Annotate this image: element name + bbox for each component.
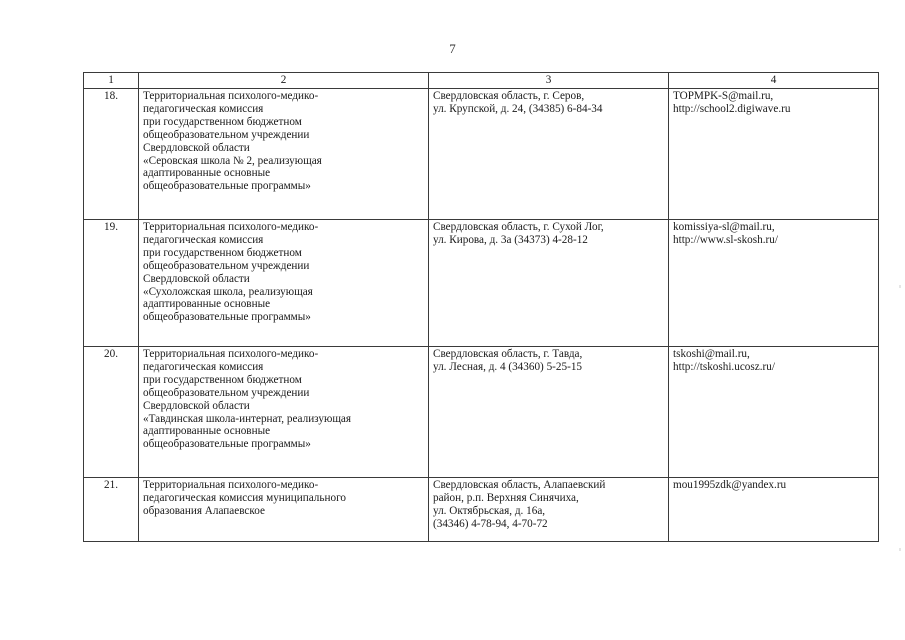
commission-name-line: Свердловской области	[143, 399, 250, 412]
contacts-cell	[669, 89, 879, 220]
commission-name-line: общеобразовательные программы»	[143, 180, 311, 193]
commission-name-cell	[139, 220, 429, 347]
table-row	[84, 220, 879, 347]
commission-name-line: «Тавдинская школа-интернат, реализующая	[143, 412, 352, 425]
table-header-row	[84, 73, 879, 89]
commission-name-line: адаптированные основные	[143, 298, 271, 311]
row-number: 20.	[84, 347, 139, 478]
commission-name-line: педагогическая комиссия	[143, 233, 264, 246]
commission-name-cell	[139, 347, 429, 478]
commission-name-line: общеобразовательные программы»	[143, 311, 311, 324]
column-header: 3	[429, 73, 669, 89]
table-row	[84, 347, 879, 478]
commission-name-cell	[139, 89, 429, 220]
address-line: ул. Лесная, д. 4 (34360) 5-25-15	[433, 360, 583, 373]
address-line: Свердловская область, г. Тавда,	[433, 348, 583, 360]
address-line: Свердловская область, г. Сухой Лог,	[433, 221, 604, 233]
contacts-cell	[669, 347, 879, 478]
address-cell	[429, 478, 669, 542]
address-line: ул. Крупской, д. 24, (34385) 6-84-34	[433, 102, 603, 115]
column-header: 4	[669, 73, 879, 89]
address-line: район, р.п. Верхняя Синячиха,	[433, 491, 579, 504]
contacts-cell	[669, 478, 879, 542]
commission-name-line: Территориальная психолого-медико-	[143, 348, 319, 360]
website-link[interactable]: http://www.sl-skosh.ru/	[673, 233, 778, 246]
website-link[interactable]: http://school2.digiwave.ru	[673, 102, 791, 115]
commission-name-line: Территориальная психолого-медико-	[143, 479, 319, 491]
column-header: 1	[84, 73, 139, 89]
commission-name-line: Территориальная психолого-медико-	[143, 90, 319, 102]
address-cell	[429, 89, 669, 220]
commission-name-line: педагогическая комиссия муниципального	[143, 491, 346, 504]
table-row	[84, 478, 879, 542]
address-cell	[429, 347, 669, 478]
commission-name-line: Территориальная психолого-медико-	[143, 221, 319, 233]
address-line: Свердловская область, г. Серов,	[433, 90, 585, 102]
email-link[interactable]: komissiya-sl@mail.ru,	[673, 221, 775, 233]
commission-name-line: Свердловской области	[143, 141, 250, 154]
address-cell	[429, 220, 669, 347]
commission-name-line: Свердловской области	[143, 272, 250, 285]
scan-edge-mark	[899, 285, 901, 288]
contacts-cell	[669, 220, 879, 347]
commission-name-line: общеобразовательные программы»	[143, 438, 311, 451]
commission-name-line: педагогическая комиссия	[143, 102, 264, 115]
row-number: 19.	[84, 220, 139, 347]
table-row	[84, 89, 879, 220]
commission-name-line: адаптированные основные	[143, 425, 271, 438]
row-number: 18.	[84, 89, 139, 220]
address-line: (34346) 4-78-94, 4-70-72	[433, 517, 548, 530]
commission-name-line: педагогическая комиссия	[143, 360, 264, 373]
commission-name-line: общеобразовательном учреждении	[143, 386, 310, 399]
address-line: ул. Кирова, д. 3а (34373) 4-28-12	[433, 233, 588, 246]
commissions-table	[83, 72, 879, 542]
email-link[interactable]: mou1995zdk@yandex.ru	[673, 479, 787, 491]
email-link[interactable]: tskoshi@mail.ru,	[673, 348, 750, 360]
email-link[interactable]: TOPMPK-S@mail.ru,	[673, 90, 774, 102]
commission-name-line: при государственном бюджетном	[143, 373, 302, 386]
column-header: 2	[139, 73, 429, 89]
commission-name-line: образования Алапаевское	[143, 504, 265, 517]
address-line: Свердловская область, Алапаевский	[433, 479, 606, 491]
address-line: ул. Октябрьская, д. 16а,	[433, 504, 546, 517]
commission-name-line: при государственном бюджетном	[143, 115, 302, 128]
commission-name-line: «Серовская школа № 2, реализующая	[143, 154, 322, 167]
commission-name-line: при государственном бюджетном	[143, 246, 302, 259]
row-number: 21.	[84, 478, 139, 542]
commission-name-line: общеобразовательном учреждении	[143, 128, 310, 141]
scan-edge-mark	[899, 548, 901, 551]
commission-name-cell	[139, 478, 429, 542]
commission-name-line: общеобразовательном учреждении	[143, 259, 310, 272]
commission-name-line: «Сухоложская школа, реализующая	[143, 285, 313, 298]
page-number: 7	[449, 41, 456, 56]
commission-name-line: адаптированные основные	[143, 167, 271, 180]
website-link[interactable]: http://tskoshi.ucosz.ru/	[673, 360, 775, 373]
